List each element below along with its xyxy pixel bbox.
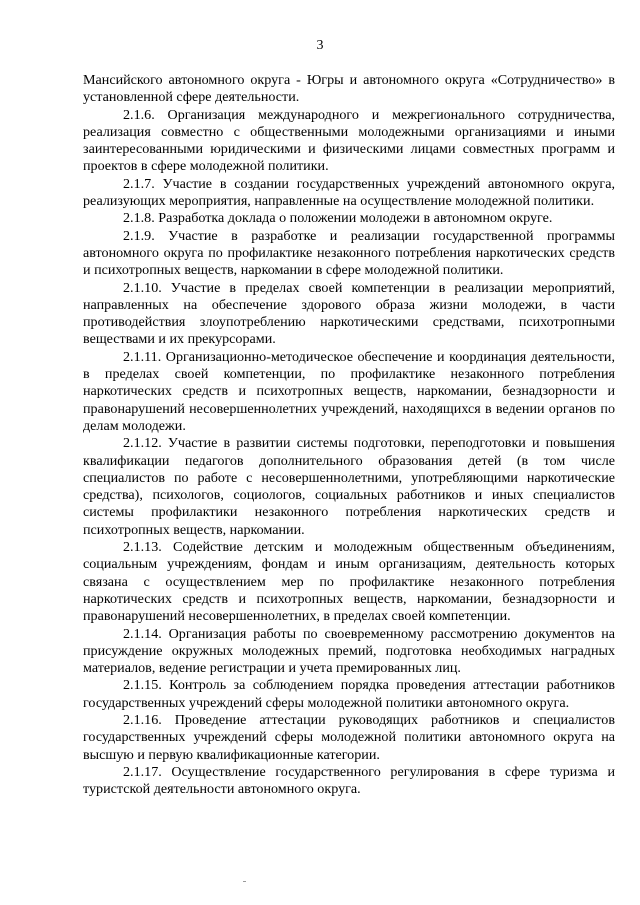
- paragraph-2-1-15: 2.1.15. Контроль за соблюдением порядка проведения аттестации работников государственных учреждений сферы молодежной политики автономного округа.: [83, 677, 615, 711]
- paragraph-2-1-11: 2.1.11. Организационно-методическое обеспечение и координация деятельности, в пределах своей компетенции, по профилактике незаконного потребления наркотических средств и психотропных веществ, наркомании, безнадзорности и правонарушений несовершеннолетних учреждений, находящихся в ведении органов по делам молодежи.: [83, 348, 615, 434]
- paragraph-2-1-10: 2.1.10. Участие в пределах своей компетенции в реализации мероприятий, направленных на обеспечение здорового образа жизни молодежи, в части противодействия злоупотреблению наркотическими средствами, психотропными веществами и их прекурсорами.: [83, 279, 615, 348]
- paragraph-2-1-7: 2.1.7. Участие в создании государственных учреждений автономного округа, реализующих мероприятия, направленные на осуществление молодежной политики.: [83, 175, 615, 210]
- paragraph-2-1-13: 2.1.13. Содействие детским и молодежным общественным объединениям, социальным учреждениям, фондам и иным организациям, деятельность которых связана с осуществлением мер по профилактике незаконного потребления наркотических средств и психотропных веществ, наркомании, безнадзорности и правонарушений несовершеннолетних, в пределах своей компетенции.: [83, 539, 615, 625]
- paragraph-2-1-8: 2.1.8. Разработка доклада о положении молодежи в автономном округе.: [123, 210, 553, 227]
- paragraph-continuation: Мансийского автономного округа - Югры и автономного округа «Сотрудничество» в установленной сфере деятельности.: [83, 72, 615, 106]
- scan-artifact: [243, 881, 246, 882]
- paragraph-2-1-16: 2.1.16. Проведение аттестации руководящих работников и специалистов государственных учреждений сферы молодежной политики автономного округа на высшую и первую квалификационные категории.: [83, 711, 615, 763]
- paragraph-2-1-9: 2.1.9. Участие в разработке и реализации государственной программы автономного округа по профилактике незаконного потребления наркотических средств и психотропных веществ, наркомании в сфере молодежной политики.: [83, 227, 615, 279]
- paragraph-2-1-6: 2.1.6. Организация международного и межрегионального сотрудничества, реализация совместно с общественными молодежными организациями и иными заинтересованными юридическими и физическими лицами совместных программ и проектов в сфере молодежной политики.: [83, 106, 615, 175]
- page-number: 3: [316, 38, 324, 53]
- paragraph-2-1-12: 2.1.12. Участие в развитии системы подготовки, переподготовки и повышения квалификации педагогов дополнительного образования детей (в том числе специалистов по работе с несовершеннолетними, употребляющими наркотические средства), психологов, социологов, социальных работников и иных специалистов системы профилактики незаконного потребления наркотических средств и психотропных веществ, наркомании.: [83, 435, 615, 538]
- paragraph-2-1-17: 2.1.17. Осуществление государственного регулирования в сфере туризма и туристской деятельности автономного округа.: [83, 763, 615, 798]
- paragraph-2-1-14: 2.1.14. Организация работы по своевременному рассмотрению документов на присуждение окружных молодежных премий, подготовка необходимых наградных материалов, ведение регистрации и учета премированных лиц.: [83, 625, 615, 677]
- document-body: [83, 72, 615, 798]
